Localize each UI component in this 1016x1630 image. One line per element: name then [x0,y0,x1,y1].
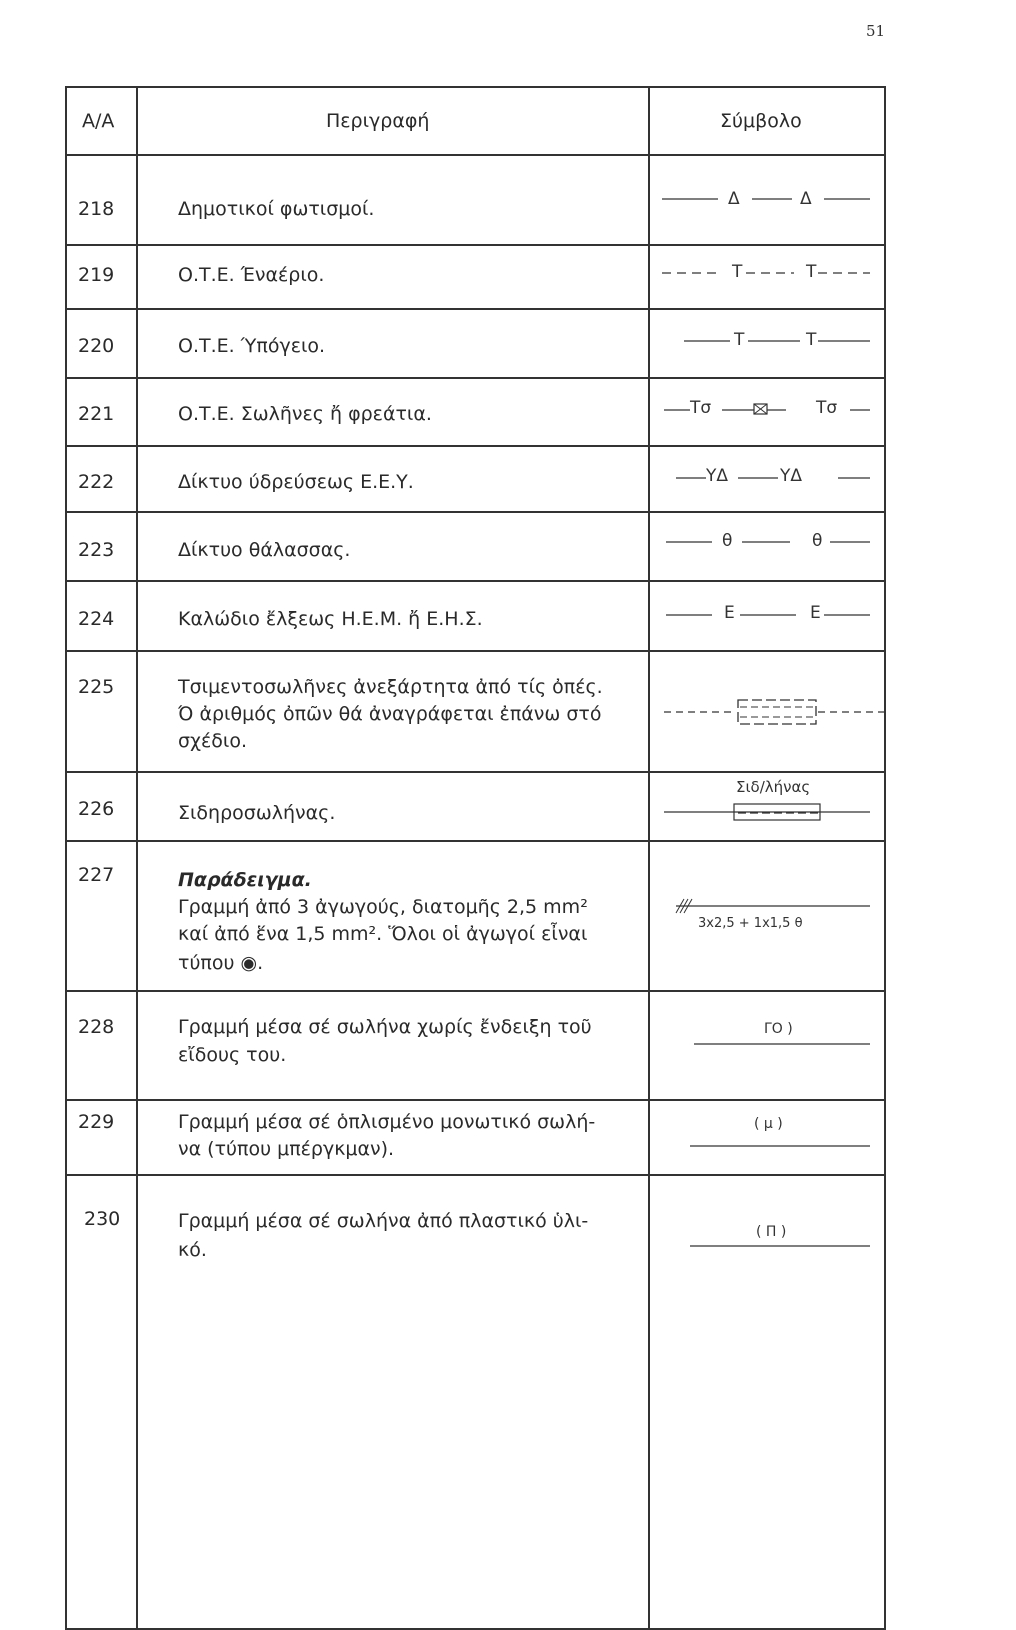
symbol-label: ΥΔ [780,466,803,486]
symbol-label: Ε [810,603,821,623]
row-description: Ο.Τ.Ε. Ύπόγειο. [178,335,326,357]
row-number: 226 [78,798,115,820]
symbol-line-letters [656,462,886,492]
symbol-label: Τσ [690,398,712,418]
symbol-line-letters [656,528,886,558]
symbol-label: Τσ [816,398,838,418]
symbol-label: θ [722,531,733,551]
row-divider [65,511,886,513]
row-number: 220 [78,335,115,357]
row-divider [65,244,886,246]
row-number: 223 [78,539,115,561]
header-divider [65,154,886,156]
symbol-label: ΓΟ ) [764,1021,793,1037]
row-divider [65,1174,886,1176]
row-number: 221 [78,403,115,425]
symbol-label: θ [812,531,823,551]
row-number: 227 [78,864,115,886]
symbol-label: Δ [728,189,740,209]
table-col-divider-2 [648,86,650,1630]
row-divider [65,650,886,652]
row-description-line: Τσιμεντοσωλῆνες ἀνεξάρτητα ἀπό τίς ὀπές. [178,676,603,698]
symbol-label: ( Π ) [756,1224,787,1240]
page-number: 51 [866,22,886,40]
symbol-label: ( μ ) [754,1116,783,1132]
symbol-dashed-letters [656,258,886,288]
row-divider [65,990,886,992]
row-description: Σιδηροσωλήνας. [178,802,336,824]
symbol-line [656,1238,886,1258]
row-divider [65,1099,886,1101]
symbol-label: Ε [724,603,735,623]
row-description: Ο.Τ.Ε. Έναέριο. [178,264,325,286]
header-description: Περιγραφή [326,110,430,132]
row-number: 219 [78,264,115,286]
symbol-label: Τ [806,330,817,350]
row-number: 225 [78,676,115,698]
row-description-line: Γραμμή μέσα σέ ὁπλισμένο μονωτικό σωλή- [178,1111,596,1133]
row-description: Δίκτυο θάλασσας. [178,539,351,561]
symbol-line-box [656,800,886,830]
row-description-line: Γραμμή μέσα σέ σωλήνα ἀπό πλαστικό ὑλι- [178,1210,589,1232]
row-divider [65,308,886,310]
example-title: Παράδειγμα. [178,869,312,891]
symbol-label: Τ [732,262,743,282]
row-number: 229 [78,1111,115,1133]
symbol-label: Τ [806,262,817,282]
symbol-dashed-box [656,692,886,732]
row-number: 230 [84,1208,121,1230]
symbol-line-letters [656,184,886,214]
table-col-divider-1 [136,86,138,1630]
symbol-label: Σιδ/λήνας [736,778,811,796]
row-number: 218 [78,198,115,220]
row-description: Δίκτυο ύδρεύσεως Ε.Ε.Υ. [178,471,414,493]
table-border-top [65,86,886,88]
symbol-line-letters [656,600,886,630]
row-description-line: Ό ἀριθμός ὀπῶν θά ἀναγράφεται ἐπάνω στό [178,703,602,725]
row-description-line: τύπου ◉. [178,952,264,974]
row-divider [65,377,886,379]
symbol-label: Τ [734,330,745,350]
row-description-line: να (τύπου μπέργκμαν). [178,1138,395,1160]
symbol-line [656,1036,886,1056]
symbol-line [656,1138,886,1158]
row-divider [65,771,886,773]
row-number: 222 [78,471,115,493]
row-description-line: Γραμμή ἀπό 3 ἀγωγούς, διατομῆς 2,5 mm² [178,896,588,918]
row-description-line: καί ἀπό ἕνα 1,5 mm². Ὅλοι οἱ ἀγωγοί εἶναι [178,923,588,945]
header-symbol: Σύμβολο [720,110,802,132]
row-number: 228 [78,1016,115,1038]
row-divider [65,580,886,582]
symbol-label: ΥΔ [706,466,729,486]
header-aa: Α/Α [82,110,115,132]
row-divider [65,840,886,842]
symbol-line-letters [656,326,886,356]
symbol-label: 3x2,5 + 1x1,5 θ [698,916,803,931]
row-description: Ο.Τ.Ε. Σωλῆνες ἤ φρεάτια. [178,403,432,425]
row-number: 224 [78,608,115,630]
table-border-left [65,86,67,1630]
row-divider [65,445,886,447]
row-description-line: Γραμμή μέσα σέ σωλήνα χωρίς ἔνδειξη τοῦ [178,1016,592,1038]
row-description: Δημοτικοί φωτισμοί. [178,198,375,220]
row-description-line: σχέδιο. [178,730,248,752]
row-description-line: κό. [178,1239,207,1261]
symbol-label: Δ [800,189,812,209]
row-description: Καλώδιο ἔλξεως Η.Ε.Μ. ἤ Ε.Η.Σ. [178,608,483,630]
row-description-line: εἴδους του. [178,1044,287,1066]
table-border-right [884,86,886,1630]
